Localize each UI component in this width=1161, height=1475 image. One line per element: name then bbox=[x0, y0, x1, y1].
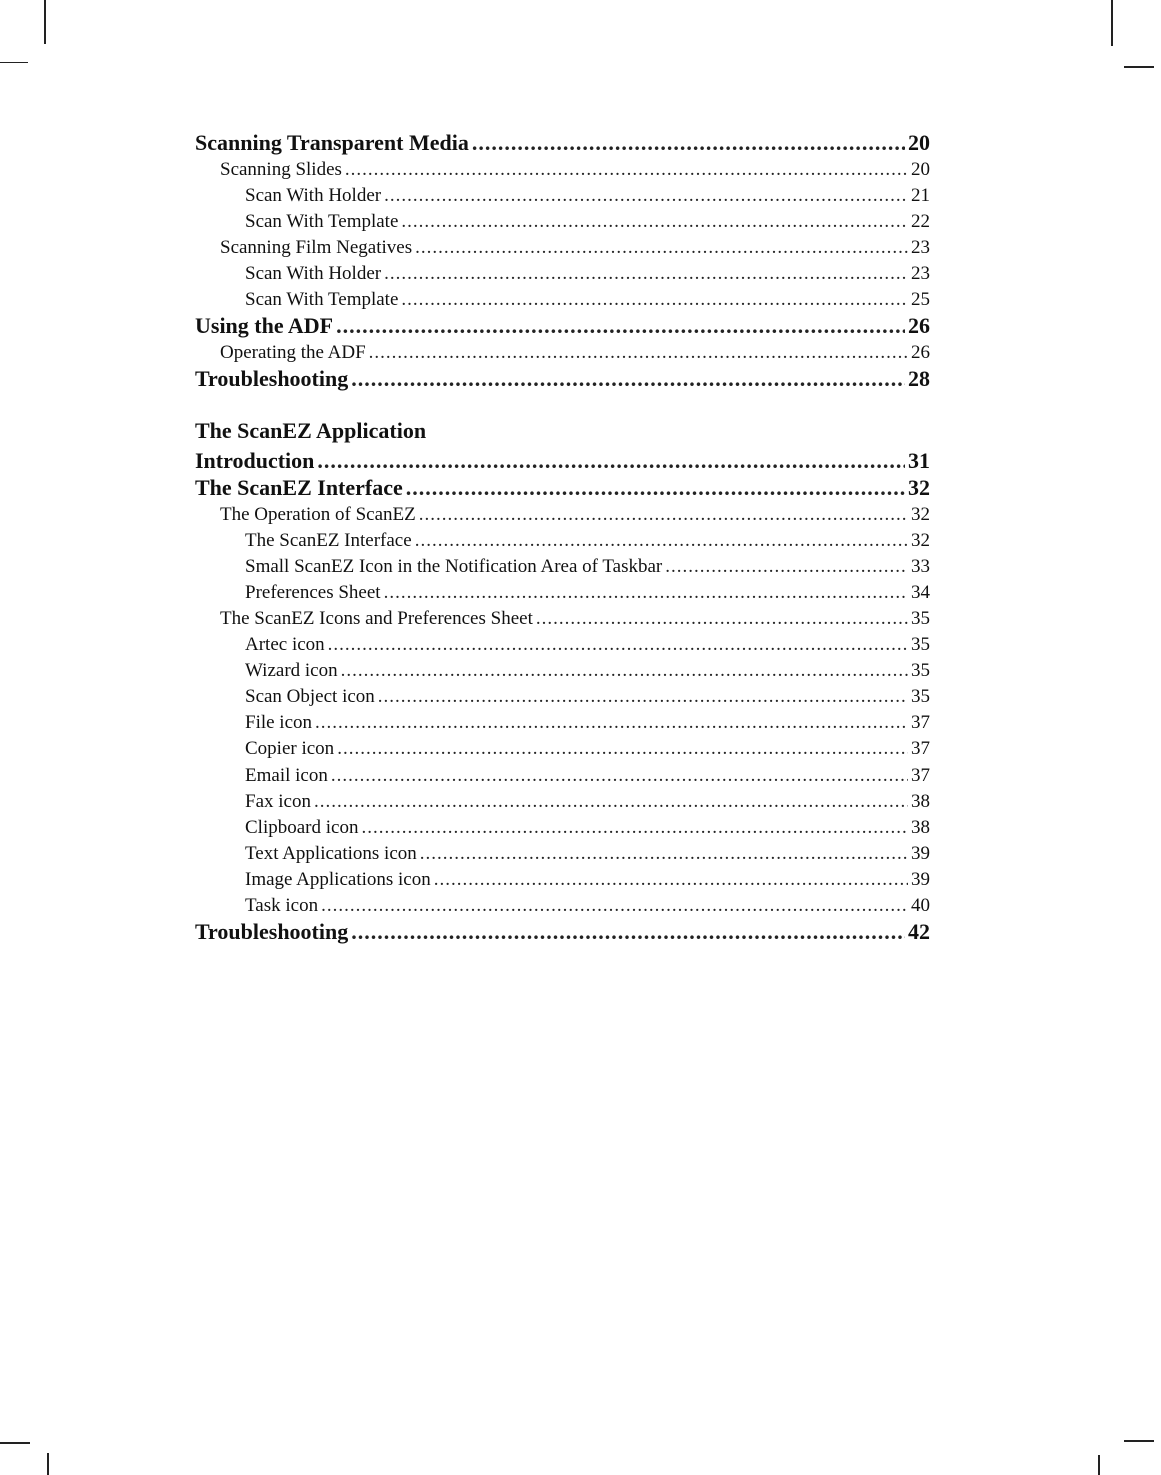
toc-entry-page: 20 bbox=[908, 130, 930, 155]
toc-entry[interactable] bbox=[195, 710, 930, 736]
crop-mark-top-right-horizontal bbox=[1124, 66, 1154, 68]
toc-entry-title: Scan Object icon bbox=[245, 686, 375, 708]
toc-entry-page: 23 bbox=[911, 262, 930, 284]
dot-leader bbox=[401, 287, 908, 313]
crop-mark-bottom-right-horizontal bbox=[1124, 1440, 1154, 1442]
dot-leader bbox=[331, 763, 908, 789]
crop-mark-top-left-vertical bbox=[44, 0, 46, 44]
toc-entry[interactable] bbox=[195, 502, 930, 528]
dot-leader bbox=[378, 684, 908, 710]
toc-entry[interactable] bbox=[195, 606, 930, 632]
dot-leader bbox=[415, 235, 908, 261]
toc-entry-page: 38 bbox=[911, 816, 930, 838]
toc-entry-title: Task icon bbox=[245, 895, 319, 917]
crop-mark-top-left-horizontal bbox=[0, 62, 28, 63]
toc-entry[interactable] bbox=[195, 340, 930, 366]
toc-entry-page: 39 bbox=[911, 868, 930, 890]
toc-entry-page: 23 bbox=[911, 236, 930, 258]
toc-entry-page: 35 bbox=[911, 686, 930, 708]
toc-entry[interactable] bbox=[195, 919, 930, 946]
toc-entry[interactable] bbox=[195, 684, 930, 710]
toc-entry[interactable] bbox=[195, 763, 930, 789]
toc-entry-page: 33 bbox=[911, 555, 930, 577]
toc-entry-title: The ScanEZ Icons and Preferences Sheet bbox=[220, 608, 533, 629]
toc-entry-page: 22 bbox=[911, 210, 930, 232]
dot-leader bbox=[384, 183, 908, 209]
section-heading: The ScanEZ Application bbox=[195, 418, 427, 444]
dot-leader bbox=[351, 919, 905, 946]
toc-entry-page: 28 bbox=[908, 365, 930, 391]
toc-entry[interactable] bbox=[195, 789, 930, 815]
toc-entry-page: 25 bbox=[911, 289, 930, 311]
dot-leader bbox=[384, 261, 908, 287]
toc-entry-title: File icon bbox=[245, 712, 313, 734]
dot-leader bbox=[341, 658, 908, 684]
dot-leader bbox=[536, 606, 908, 632]
crop-mark-bottom-left-horizontal bbox=[0, 1442, 30, 1444]
toc-entry-title: Preferences Sheet bbox=[245, 581, 381, 603]
toc-entry-page: 37 bbox=[911, 712, 930, 734]
toc-entry-title: Troubleshooting bbox=[195, 365, 349, 391]
toc-entry-title: Fax icon bbox=[245, 790, 311, 812]
toc-entry-title: The ScanEZ Interface bbox=[195, 475, 403, 501]
table-of-contents bbox=[195, 130, 930, 946]
toc-entry[interactable] bbox=[195, 893, 930, 919]
toc-entry-page: 32 bbox=[911, 503, 930, 525]
toc-entry-page: 26 bbox=[911, 341, 930, 363]
dot-leader bbox=[406, 475, 905, 502]
toc-entry-page: 38 bbox=[911, 790, 930, 812]
toc-entry-page: 39 bbox=[911, 842, 930, 864]
toc-entry[interactable] bbox=[195, 366, 930, 393]
toc-entry-title: Email icon bbox=[245, 764, 328, 786]
toc-entry-title: Introduction bbox=[195, 448, 315, 474]
toc-entry-title: Using the ADF bbox=[195, 313, 334, 339]
dot-leader bbox=[415, 528, 908, 554]
toc-entry-page: 35 bbox=[911, 660, 930, 682]
dot-leader bbox=[419, 502, 908, 528]
toc-entry[interactable] bbox=[195, 157, 930, 183]
toc-entry-page: 32 bbox=[908, 475, 930, 501]
toc-entry-title: Scanning Film Negatives bbox=[220, 236, 413, 258]
toc-entry-page: 21 bbox=[911, 184, 930, 206]
toc-entry-title: The Operation of ScanEZ bbox=[220, 503, 416, 525]
toc-entry-title: Scanning Slides bbox=[220, 158, 342, 180]
toc-entry[interactable] bbox=[195, 815, 930, 841]
dot-leader bbox=[384, 580, 908, 606]
toc-entry-title: Artec icon bbox=[245, 634, 325, 656]
toc-entry-page: 35 bbox=[911, 608, 930, 629]
dot-leader bbox=[337, 736, 908, 762]
toc-entry[interactable] bbox=[195, 867, 930, 893]
toc-entry-page: 35 bbox=[911, 634, 930, 656]
toc-entry[interactable] bbox=[195, 235, 930, 261]
toc-entry-page: 37 bbox=[911, 764, 930, 786]
toc-entry[interactable] bbox=[195, 209, 930, 235]
toc-entry-title: Small ScanEZ Icon in the Notification Area of Taskbar bbox=[245, 555, 663, 577]
toc-entry-title: Scanning Transparent Media bbox=[195, 130, 469, 155]
toc-entry[interactable] bbox=[195, 261, 930, 287]
dot-leader bbox=[328, 632, 908, 658]
toc-entry[interactable] bbox=[195, 841, 930, 867]
toc-entry-title: Operating the ADF bbox=[220, 341, 366, 363]
toc-entry[interactable] bbox=[195, 475, 930, 502]
dot-leader bbox=[336, 313, 905, 340]
toc-entry-title: Wizard icon bbox=[245, 660, 338, 682]
crop-mark-bottom-left-vertical bbox=[47, 1453, 49, 1475]
toc-entry[interactable] bbox=[195, 313, 930, 340]
dot-leader bbox=[317, 448, 905, 475]
dot-leader bbox=[472, 130, 905, 157]
toc-entry[interactable] bbox=[195, 448, 930, 475]
dot-leader bbox=[361, 815, 908, 841]
toc-entry-page: 42 bbox=[908, 919, 930, 945]
toc-entry-title: Scan With Holder bbox=[245, 184, 382, 206]
dot-leader bbox=[314, 789, 908, 815]
dot-leader bbox=[315, 710, 908, 736]
dot-leader bbox=[369, 340, 908, 366]
toc-entry-page: 37 bbox=[911, 738, 930, 760]
toc-entry-title: Scan With Template bbox=[245, 289, 399, 311]
toc-entry-page: 26 bbox=[908, 313, 930, 339]
dot-leader bbox=[345, 157, 908, 183]
dot-leader bbox=[434, 867, 908, 893]
dot-leader bbox=[420, 841, 908, 867]
toc-entry-page: 32 bbox=[911, 529, 930, 551]
crop-mark-bottom-right-vertical bbox=[1098, 1455, 1100, 1475]
dot-leader bbox=[321, 893, 908, 919]
toc-entry-page: 40 bbox=[911, 895, 930, 917]
toc-entry[interactable] bbox=[195, 658, 930, 684]
toc-entry[interactable] bbox=[195, 130, 930, 157]
dot-leader bbox=[665, 554, 908, 580]
toc-entry-title: Image Applications icon bbox=[245, 868, 431, 890]
dot-leader bbox=[351, 366, 905, 393]
toc-entry-title: Troubleshooting bbox=[195, 919, 349, 945]
toc-entry[interactable] bbox=[195, 580, 930, 606]
toc-entry[interactable] bbox=[195, 528, 930, 554]
toc-entry[interactable] bbox=[195, 632, 930, 658]
toc-entry-page: 31 bbox=[908, 448, 930, 474]
toc-entry-title: Scan With Template bbox=[245, 210, 399, 232]
toc-entry-title: Scan With Holder bbox=[245, 262, 382, 284]
dot-leader bbox=[401, 209, 908, 235]
toc-entry-title: Text Applications icon bbox=[245, 842, 417, 864]
toc-entry-page: 20 bbox=[911, 158, 930, 180]
toc-entry-page: 34 bbox=[911, 581, 930, 603]
toc-entry[interactable] bbox=[195, 554, 930, 580]
toc-entry[interactable] bbox=[195, 287, 930, 313]
crop-mark-top-right-vertical bbox=[1111, 0, 1113, 46]
toc-entry-title: The ScanEZ Interface bbox=[245, 529, 412, 551]
toc-entry-title: Clipboard icon bbox=[245, 816, 359, 838]
toc-entry[interactable] bbox=[195, 183, 930, 209]
toc-entry-title: Copier icon bbox=[245, 738, 335, 760]
toc-entry[interactable] bbox=[195, 736, 930, 762]
